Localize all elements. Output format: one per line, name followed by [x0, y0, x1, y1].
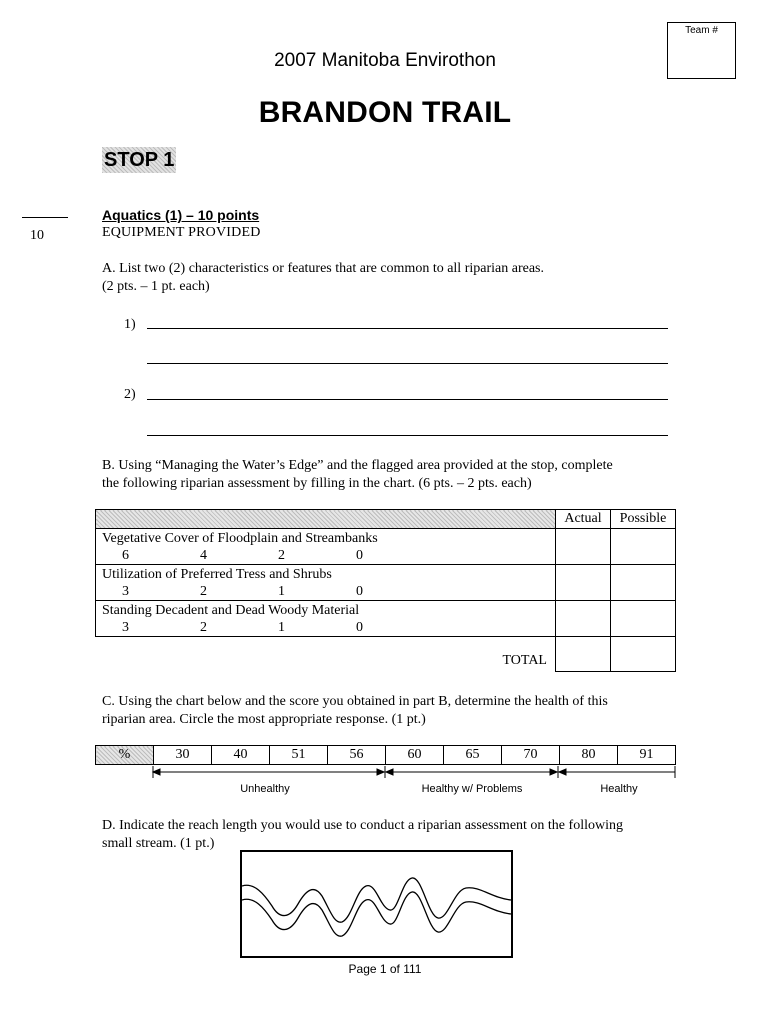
- percent-cell[interactable]: 70: [502, 746, 560, 765]
- category-unhealthy[interactable]: Unhealthy: [240, 783, 290, 795]
- total-possible-cell[interactable]: [611, 637, 676, 672]
- criterion-cell: [96, 601, 556, 637]
- criterion-cell: [96, 529, 556, 565]
- question-b-line1: B. Using “Managing the Water’s Edge” and the flagged area provided at the stop, complete: [102, 458, 613, 473]
- criterion-label: Vegetative Cover of Floodplain and Streambanks: [102, 530, 378, 546]
- score-option[interactable]: 0: [356, 619, 363, 635]
- question-a-line2: (2 pts. – 1 pt. each): [102, 279, 210, 294]
- total-label: TOTAL: [96, 637, 556, 672]
- table-row: [96, 601, 676, 637]
- score-scale: [102, 583, 555, 600]
- score-option[interactable]: 2: [200, 583, 207, 599]
- answer-2-line[interactable]: [147, 399, 668, 400]
- answer-1-line-2[interactable]: [147, 363, 668, 364]
- criterion-label: Standing Decadent and Dead Woody Material: [102, 602, 360, 618]
- section-title: Aquatics (1) – 10 points: [102, 207, 260, 223]
- question-a-text: [102, 260, 544, 296]
- question-c-text: [102, 693, 608, 729]
- percent-cell[interactable]: 56: [328, 746, 386, 765]
- actual-cell[interactable]: [556, 601, 611, 637]
- page-footer: Page 1 of 111: [348, 962, 422, 976]
- question-b-line2: the following riparian assessment by filling in the chart. (6 pts. – 2 pts. each): [102, 476, 532, 491]
- actual-cell[interactable]: [556, 529, 611, 565]
- question-c-line1: C. Using the chart below and the score you obtained in part B, determine the health of this: [102, 694, 608, 709]
- arrow-head: [386, 769, 393, 775]
- category-healthy-with-problems[interactable]: Healthy w/ Problems: [421, 783, 523, 795]
- stream-drawing: [242, 852, 511, 956]
- category-healthy[interactable]: Healthy: [600, 783, 638, 795]
- table-row: [96, 565, 676, 601]
- percent-cell[interactable]: 80: [560, 746, 618, 765]
- event-title: 2007 Manitoba Envirothon: [274, 50, 496, 71]
- percent-cell[interactable]: 91: [618, 746, 676, 765]
- actual-header: Actual: [556, 510, 611, 529]
- stream-bank-lower: [242, 892, 511, 936]
- answer-2-label: 2): [124, 387, 136, 402]
- section-max-score: 10: [30, 228, 44, 243]
- score-option[interactable]: 3: [122, 583, 129, 599]
- actual-cell[interactable]: [556, 565, 611, 601]
- criterion-label: Utilization of Preferred Tress and Shrubs: [102, 566, 332, 582]
- possible-cell[interactable]: [611, 565, 676, 601]
- percent-cell[interactable]: 30: [154, 746, 212, 765]
- score-blank-line[interactable]: [22, 217, 68, 218]
- score-option[interactable]: 0: [356, 547, 363, 563]
- score-option[interactable]: 0: [356, 583, 363, 599]
- arrow-head: [153, 769, 160, 775]
- arrow-head: [550, 769, 557, 775]
- score-option[interactable]: 4: [200, 547, 207, 563]
- team-number-label: Team #: [685, 25, 718, 36]
- possible-cell[interactable]: [611, 529, 676, 565]
- score-option[interactable]: 6: [122, 547, 129, 563]
- section-subtitle: EQUIPMENT PROVIDED: [102, 225, 261, 240]
- answer-1-label: 1): [124, 317, 136, 332]
- arrow-head: [559, 769, 566, 775]
- stream-diagram-box[interactable]: [240, 850, 513, 958]
- score-option[interactable]: 1: [278, 583, 285, 599]
- trail-title: BRANDON TRAIL: [258, 96, 512, 129]
- score-scale: [102, 619, 555, 636]
- health-range-arrows: [148, 764, 680, 780]
- arrow-head: [377, 769, 384, 775]
- question-b-text: [102, 457, 613, 493]
- health-percent-chart: [95, 745, 676, 765]
- question-c-line2: riparian area. Circle the most appropriate response. (1 pt.): [102, 712, 426, 727]
- answer-1-line[interactable]: [147, 328, 668, 329]
- percent-header: %: [96, 746, 154, 765]
- table-header-blank: [96, 510, 556, 529]
- riparian-assessment-table: [95, 509, 676, 672]
- question-d-text: [102, 817, 623, 853]
- table-row: [96, 529, 676, 565]
- percent-cell[interactable]: 51: [270, 746, 328, 765]
- score-option[interactable]: 2: [278, 547, 285, 563]
- percent-cell[interactable]: 65: [444, 746, 502, 765]
- score-option[interactable]: 3: [122, 619, 129, 635]
- criterion-cell: [96, 565, 556, 601]
- possible-cell[interactable]: [611, 601, 676, 637]
- total-actual-cell[interactable]: [556, 637, 611, 672]
- score-option[interactable]: 2: [200, 619, 207, 635]
- percent-cell[interactable]: 40: [212, 746, 270, 765]
- question-d-line1: D. Indicate the reach length you would use to conduct a riparian assessment on the following: [102, 818, 623, 833]
- total-row: [96, 637, 676, 672]
- question-d-line2: small stream. (1 pt.): [102, 836, 215, 851]
- score-scale: [102, 547, 555, 564]
- possible-header: Possible: [611, 510, 676, 529]
- percent-cell[interactable]: 60: [386, 746, 444, 765]
- stop-label: STOP 1: [104, 149, 175, 171]
- answer-2-line-2[interactable]: [147, 435, 668, 436]
- score-option[interactable]: 1: [278, 619, 285, 635]
- stream-bank-upper: [242, 878, 511, 922]
- question-a-line1: A. List two (2) characteristics or features that are common to all riparian areas.: [102, 261, 544, 276]
